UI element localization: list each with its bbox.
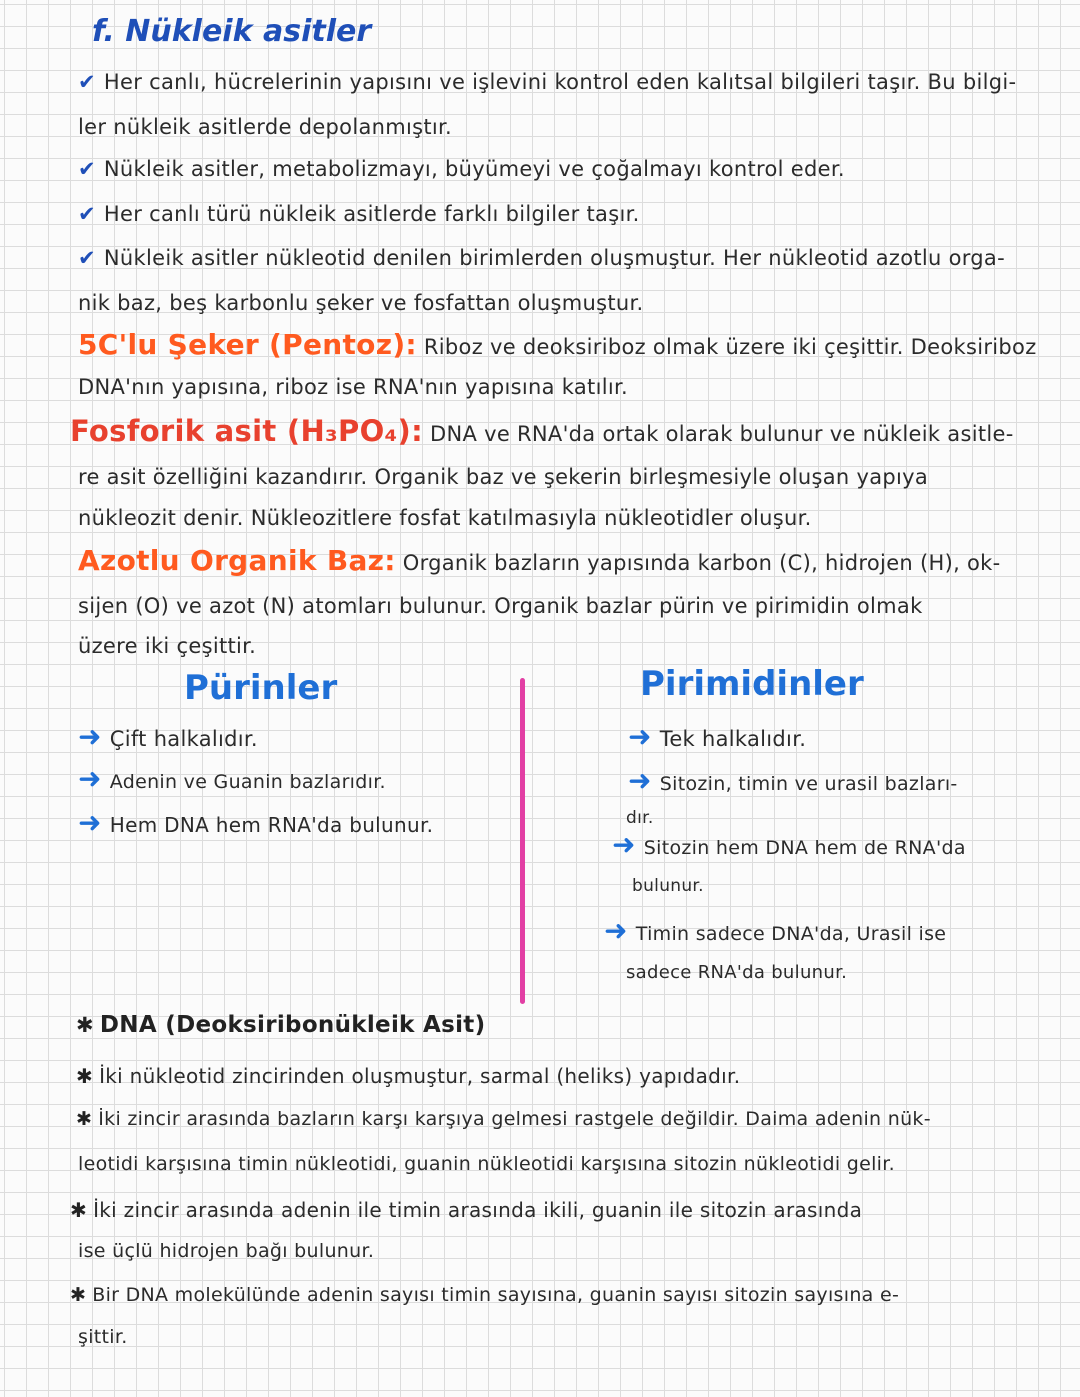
check-icon: ✔ [78, 202, 96, 226]
pirimidin-item-4: ➜ Timin sadece DNA'da, Urasil ise [604, 914, 947, 947]
pirimidin-item-3: ➜ Sitozin hem DNA hem de RNA'da [612, 828, 966, 861]
star-icon: ✱ [70, 1284, 87, 1306]
dna-heading-line [76, 1012, 485, 1038]
star-icon: ✱ [76, 1064, 94, 1088]
column-divider [520, 678, 525, 1004]
pirimidin-item-2-cont: dır. [626, 808, 654, 828]
dna-line-3: leotidi karşısına timin nükleotidi, guanin nükleotidi karşısına sitozin nükleotidi gelir. [78, 1153, 895, 1175]
arrow-icon: ➜ [78, 806, 102, 839]
seker-line-1: 5C'lu Şeker (Pentoz): Riboz ve deoksiriboz olmak üzere iki çeşittir. Deoksiriboz [78, 328, 1037, 361]
purin-item-3: ➜ Hem DNA hem RNA'da bulunur. [78, 806, 434, 839]
star-icon: ✱ [76, 1108, 93, 1130]
seker-line-2: DNA'nın yapısına, riboz ise RNA'nın yapısına katılır. [78, 375, 628, 399]
fosforik-heading: Fosforik asit (H₃PO₄): [70, 414, 423, 448]
arrow-icon: ➜ [604, 914, 628, 947]
intro-line-6: nik baz, beş karbonlu şeker ve fosfattan oluşmuştur. [78, 291, 644, 315]
seker-heading: 5C'lu Şeker (Pentoz): [78, 328, 417, 361]
intro-line-2: ler nükleik asitlerde depolanmıştır. [78, 115, 453, 139]
page-title: f. Nükleik asitler [92, 14, 372, 49]
purin-item-2: ➜ Adenin ve Guanin bazlarıdır. [78, 762, 386, 795]
dna-line-2: ✱ İki zincir arasında bazların karşı karşıya gelmesi rastgele değildir. Daima adenin nük- [76, 1108, 931, 1130]
pirimidinler-heading: Pirimidinler [640, 664, 864, 704]
dna-line-5: ise üçlü hidrojen bağı bulunur. [78, 1240, 375, 1262]
pirimidin-item-1: ➜ Tek halkalıdır. [628, 720, 807, 753]
star-icon: ✱ [70, 1198, 88, 1222]
check-icon: ✔ [78, 157, 96, 181]
dna-line-1: ✱ İki nükleotid zincirinden oluşmuştur, sarmal (heliks) yapıdadır. [76, 1064, 741, 1088]
dna-line-4: ✱ İki zincir arasında adenin ile timin arasında ikili, guanin ile sitozin arasında [70, 1198, 863, 1222]
intro-line-4: ✔ Her canlı türü nükleik asitlerde farklı bilgiler taşır. [78, 202, 640, 226]
fosforik-line-1: Fosforik asit (H₃PO₄): DNA ve RNA'da ortak olarak bulunur ve nükleik asitle- [70, 414, 1014, 448]
arrow-icon: ➜ [612, 828, 636, 861]
arrow-icon: ➜ [78, 762, 102, 795]
intro-line-3: ✔ Nükleik asitler, metabolizmayı, büyümeyi ve çoğalmayı kontrol eder. [78, 157, 845, 181]
dna-line-7: şittir. [78, 1326, 128, 1348]
fosforik-line-3: nükleozit denir. Nükleozitlere fosfat katılmasıyla nükleotidler oluşur. [78, 506, 812, 530]
intro-line-1: ✔ Her canlı, hücrelerinin yapısını ve işlevini kontrol eden kalıtsal bilgileri taşır. Bu bilgi- [78, 70, 1017, 94]
dna-heading: DNA (Deoksiribonükleik Asit) [99, 1012, 486, 1038]
pirimidin-item-3-cont: bulunur. [632, 876, 704, 896]
intro-line-5: ✔ Nükleik asitler nükleotid denilen birimlerden oluşmuştur. Her nükleotid azotlu orga- [78, 246, 1005, 270]
check-icon: ✔ [78, 246, 96, 270]
star-icon: ✱ [76, 1013, 94, 1037]
azotlu-line-2: sijen (O) ve azot (N) atomları bulunur. Organik bazlar pürin ve pirimidin olmak [78, 594, 923, 618]
pirimidin-item-4-cont: sadece RNA'da bulunur. [626, 962, 848, 983]
arrow-icon: ➜ [628, 764, 652, 797]
arrow-icon: ➜ [78, 720, 102, 753]
azotlu-heading: Azotlu Organik Baz: [78, 544, 396, 577]
purin-item-1: ➜ Çift halkalıdır. [78, 720, 258, 753]
purinler-heading: Pürinler [184, 668, 338, 708]
azotlu-line-3: üzere iki çeşittir. [78, 634, 257, 658]
azotlu-line-1: Azotlu Organik Baz: Organik bazların yapısında karbon (C), hidrojen (H), ok- [78, 544, 1001, 577]
pirimidin-item-2: ➜ Sitozin, timin ve urasil bazları- [628, 764, 958, 797]
arrow-icon: ➜ [628, 720, 652, 753]
fosforik-line-2: re asit özelliğini kazandırır. Organik baz ve şekerin birleşmesiyle oluşan yapıya [78, 465, 929, 489]
dna-line-6: ✱ Bir DNA molekülünde adenin sayısı timin sayısına, guanin sayısı sitozin sayısına e- [70, 1284, 900, 1306]
check-icon: ✔ [78, 70, 96, 94]
